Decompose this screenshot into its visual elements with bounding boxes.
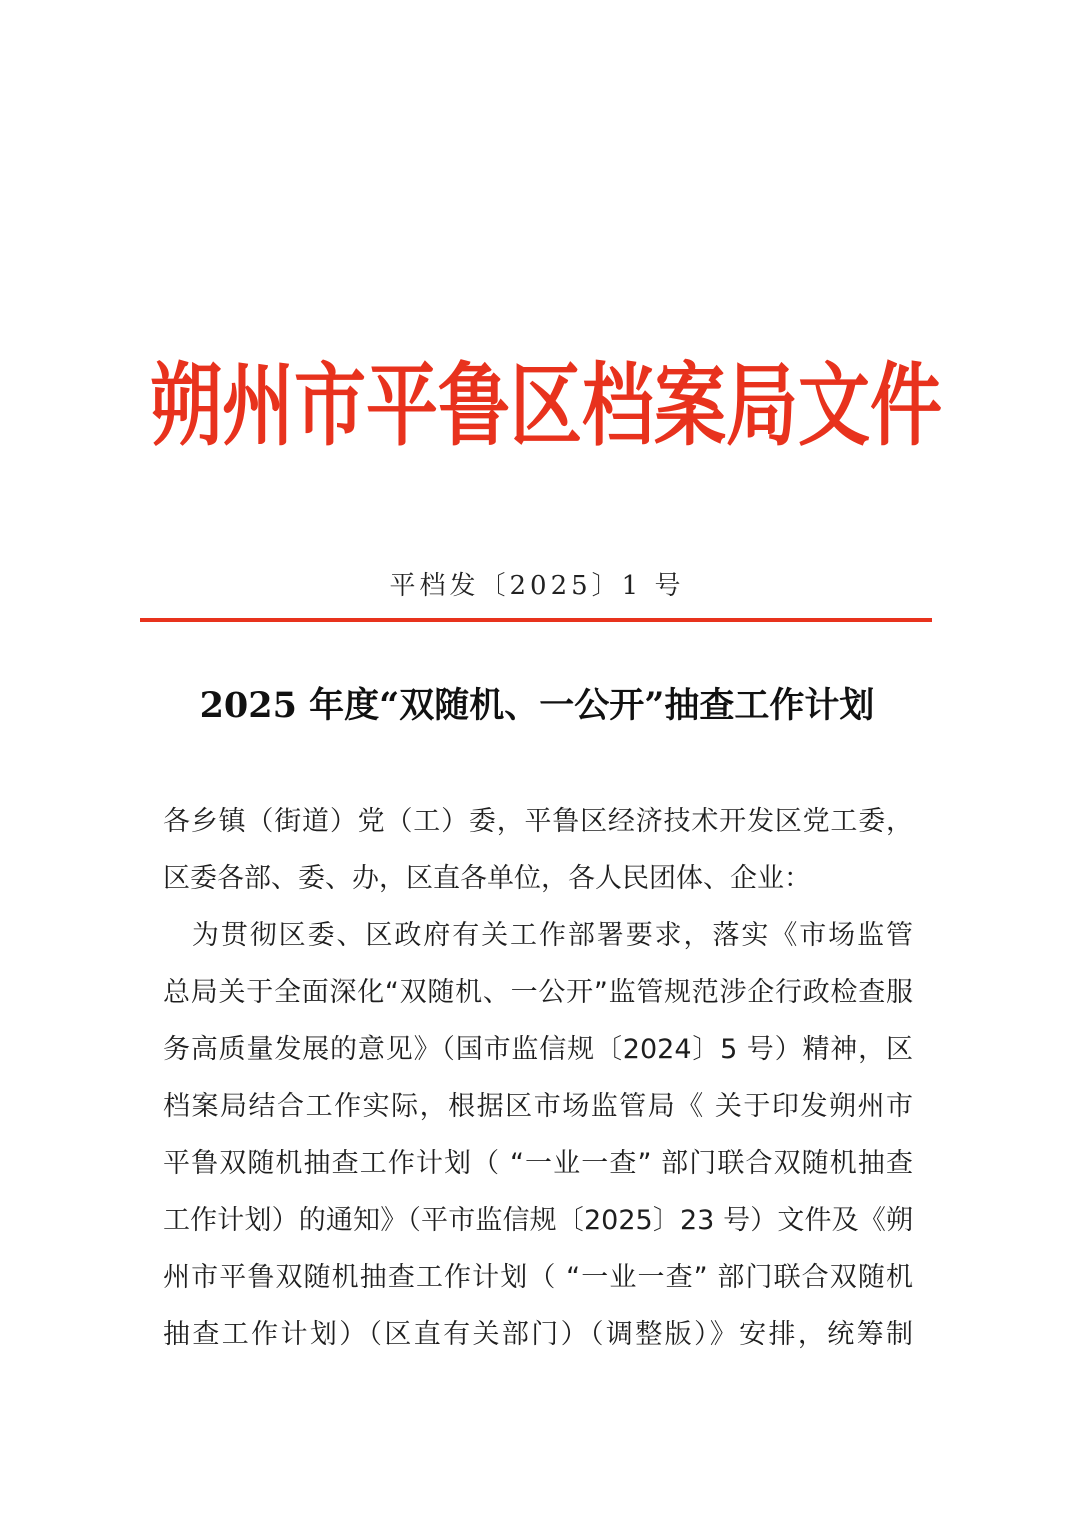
body-line: 抽查工作计划）（区直有关部门）（调整版）》安排，统筹制 — [163, 1319, 913, 1350]
document-title: 2025 年度“双随机、一公开”抽查工作计划 — [199, 685, 875, 726]
body-line: 工作计划）的通知》（平市监信规〔2025〕23 号）文件及《朔 — [163, 1205, 913, 1236]
body-line: 总局关于全面深化“双随机、一公开”监管规范涉企行政检查服 — [163, 977, 913, 1008]
masthead-title: 朔州市平鲁区档案局文件 — [150, 352, 943, 458]
body-line: 州市平鲁双随机抽查工作计划（ “一业一查” 部门联合双随机 — [163, 1262, 913, 1293]
body-line: 区委各部、委、办，区直各单位，各人民团体、企业： — [163, 863, 811, 894]
body-line: 各乡镇（街道）党（工）委，平鲁区经济技术开发区党工委， — [163, 806, 913, 837]
document-body — [163, 793, 913, 1363]
document-number: 平档发〔2025〕1 号 — [389, 571, 685, 601]
body-line: 平鲁双随机抽查工作计划（ “一业一查” 部门联合双随机抽查 — [163, 1148, 913, 1179]
body-line: 档案局结合工作实际，根据区市场监管局《 关于印发朔州市 — [163, 1091, 913, 1122]
body-line: 为贯彻区委、区政府有关工作部署要求，落实《市场监管 — [163, 920, 913, 951]
red-separator-line — [140, 618, 932, 622]
body-line: 务高质量发展的意见》（国市监信规〔2024〕5 号）精神，区 — [163, 1034, 913, 1065]
